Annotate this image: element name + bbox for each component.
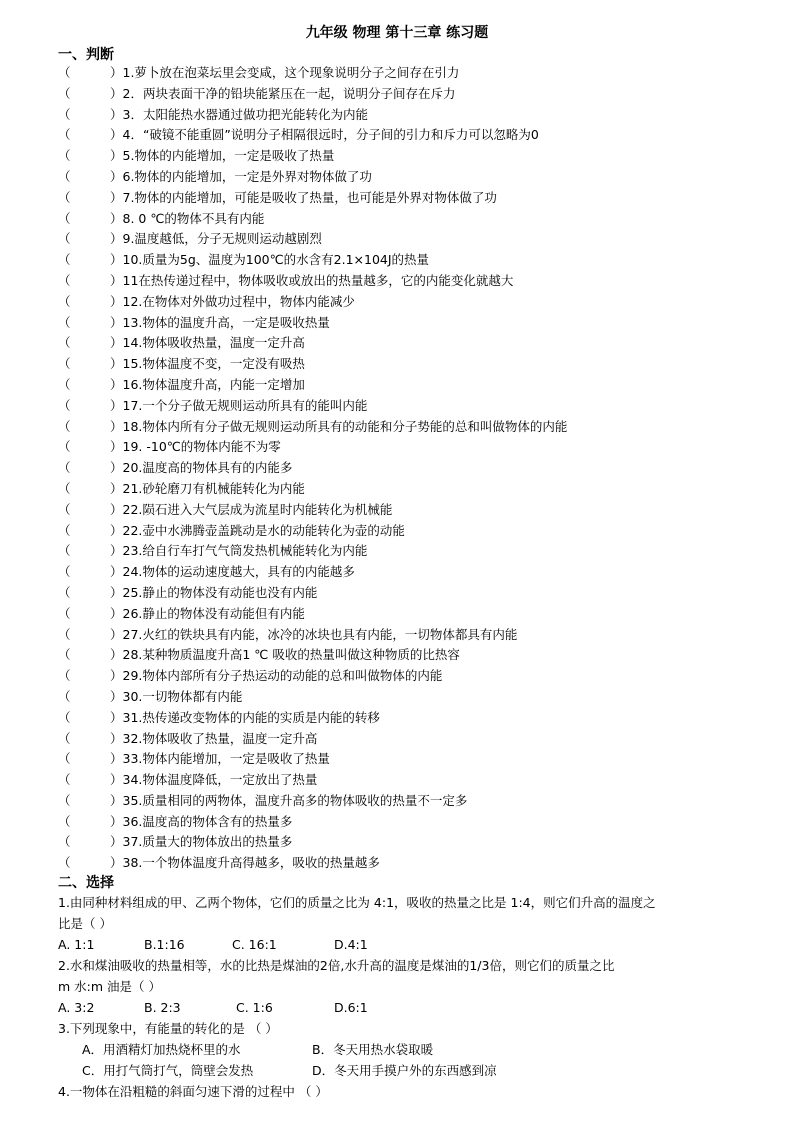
q2-option-a: A. 3:2: [58, 1000, 95, 1015]
judge-answer-blank: （: [58, 65, 87, 80]
judge-answer-blank: （: [58, 272, 87, 288]
judge-item: [58, 417, 778, 438]
judge-item-text: ）13.物体的温度升高，一定是吸收热量: [110, 314, 330, 330]
judge-item-text: ）19. -10℃的物体内能不为零: [110, 439, 281, 455]
judge-item: [58, 375, 778, 396]
judge-item: [58, 84, 778, 105]
judge-item-text: ）33.物体内能增加，一定是吸收了热量: [110, 751, 330, 767]
judge-answer-blank: （: [58, 792, 87, 808]
judge-item-text: ）10.质量为5g、温度为100℃的水含有2.1×104J的热量: [110, 252, 430, 268]
judge-item: [58, 271, 778, 292]
judge-item-text: ）34.物体温度降低，一定放出了热量: [110, 772, 318, 788]
judge-item: [58, 479, 778, 500]
judge-answer-blank: （: [58, 439, 87, 455]
judge-answer-blank: （: [58, 293, 87, 309]
judge-answer-blank: （: [58, 148, 87, 164]
judge-list: [58, 63, 778, 874]
q1-line2: 比是（ ）: [58, 916, 112, 931]
judge-item: [58, 229, 778, 250]
q1-line1: 1.由同种材料组成的甲、乙两个物体，它们的质量之比为 4:1，吸收的热量之比是 1:4，则它们升高的温度之: [58, 895, 656, 910]
judge-item-text: ）14.物体吸收热量，温度一定升高: [110, 335, 305, 351]
judge-item: [58, 791, 778, 812]
q2-option-b: B. 2:3: [144, 1000, 181, 1015]
judge-answer-blank: （: [58, 584, 87, 600]
q1-option-b: B.1:16: [144, 937, 185, 952]
page-title: 九年级 物理 第十三章 练习题: [305, 25, 489, 41]
judge-answer-blank: （: [58, 730, 87, 746]
judge-item-text: ）36.温度高的物体含有的热量多: [110, 813, 293, 829]
judge-item: [58, 666, 778, 687]
judge-item-text: ）25.静止的物体没有动能也没有内能: [110, 584, 318, 600]
judge-item: [58, 105, 778, 126]
judge-answer-blank: （: [58, 397, 87, 413]
judge-item: [58, 604, 778, 625]
judge-answer-blank: （: [58, 668, 87, 684]
judge-item-text: ）2．两块表面干净的铅块能紧压在一起，说明分子间存在斥力: [110, 85, 456, 101]
judge-item: [58, 687, 778, 708]
judge-answer-blank: （: [58, 335, 87, 351]
judge-item-text: ）22.陨石进入大气层成为流星时内能转化为机械能: [110, 501, 393, 517]
judge-item: [58, 437, 778, 458]
judge-item: [58, 749, 778, 770]
judge-item: [58, 562, 778, 583]
judge-answer-blank: （: [58, 480, 87, 496]
judge-item-text: ）12.在物体对外做功过程中，物体内能减少: [110, 293, 355, 309]
judge-answer-blank: （: [58, 772, 87, 788]
judge-answer-blank: （: [58, 647, 87, 663]
judge-item-text: ）3．太阳能热水器通过做功把光能转化为内能: [110, 106, 368, 122]
judge-item: [58, 396, 778, 417]
judge-item: [58, 500, 778, 521]
judge-answer-blank: （: [58, 688, 87, 704]
judge-answer-blank: （: [58, 314, 87, 330]
judge-item: [58, 458, 778, 479]
judge-item-text: ）31.热传递改变物体的内能的实质是内能的转移: [110, 709, 380, 725]
judge-item: [58, 583, 778, 604]
judge-answer-blank: （: [58, 252, 87, 268]
judge-item-text: ）28.某种物质温度升高1 ℃ 吸收的热量叫做这种物质的比热容: [110, 647, 460, 663]
judge-item: [58, 125, 778, 146]
judge-item: [58, 729, 778, 750]
section-heading-judge: 一、判断: [58, 47, 114, 63]
judge-item: [58, 167, 778, 188]
judge-item-text: ）15.物体温度不变，一定没有吸热: [110, 356, 305, 372]
q3-option-b: B．冬天用热水袋取暖: [312, 1042, 434, 1057]
judge-answer-blank: （: [58, 855, 87, 871]
q2-options: [58, 997, 768, 1018]
judge-item: [58, 625, 778, 646]
q4-line1: 4.一物体在沿粗糙的斜面匀速下滑的过程中 （ ）: [58, 1084, 328, 1099]
judge-item-text: ）8. 0 ℃的物体不具有内能: [110, 210, 265, 226]
judge-item-text: ）22.壶中水沸腾壶盖跳动是水的动能转化为壶的动能: [110, 522, 405, 538]
judge-item: [58, 521, 778, 542]
judge-item-text: ）37.质量大的物体放出的热量多: [110, 834, 293, 850]
judge-answer-blank: （: [58, 522, 87, 538]
judge-item-text: ）30.一切物体都有内能: [110, 688, 243, 704]
judge-item-text: ）16.物体温度升高，内能一定增加: [110, 376, 305, 392]
judge-item-text: ）35.质量相同的两物体，温度升高多的物体吸收的热量不一定多: [110, 792, 468, 808]
judge-answer-blank: （: [58, 605, 87, 621]
judge-item: [58, 853, 778, 874]
q3-option-c: C．用打气筒打气，筒壁会发热: [82, 1063, 254, 1078]
judge-answer-blank: （: [58, 626, 87, 642]
judge-answer-blank: （: [58, 168, 87, 184]
judge-answer-blank: （: [58, 751, 87, 767]
judge-answer-blank: （: [58, 376, 87, 392]
q1-option-a: A. 1:1: [58, 937, 95, 952]
judge-item-text: ）32.物体吸收了热量，温度一定升高: [110, 730, 318, 746]
judge-answer-blank: （: [58, 543, 87, 559]
judge-item-text: ）26.静止的物体没有动能但有内能: [110, 605, 305, 621]
judge-item-text: ）23.给自行车打气气筒发热机械能转化为内能: [110, 543, 368, 559]
judge-answer-blank: （: [58, 834, 87, 850]
judge-answer-blank: （: [58, 127, 87, 143]
judge-item: [58, 812, 778, 833]
judge-answer-blank: （: [58, 709, 87, 725]
q3-line1: 3.下列现象中，有能量的转化的是 （ ）: [58, 1021, 278, 1036]
q2-option-c: C. 1:6: [236, 1000, 273, 1015]
judge-item: [58, 708, 778, 729]
judge-item: [58, 146, 778, 167]
q3-option-a: A．用酒精灯加热烧杯里的水: [82, 1042, 241, 1057]
section-heading-choice: 二、选择: [58, 875, 114, 891]
q3-option-d: D．冬天用手摸户外的东西感到凉: [312, 1063, 497, 1078]
judge-item-text: ）4．“破镜不能重圆”说明分子相隔很远时，分子间的引力和斥力可以忽略为0: [110, 127, 539, 143]
judge-answer-blank: （: [58, 356, 87, 372]
judge-item: [58, 770, 778, 791]
judge-item-text: ）7.物体的内能增加，可能是吸收了热量，也可能是外界对物体做了功: [110, 189, 497, 205]
judge-answer-blank: （: [58, 501, 87, 517]
judge-answer-blank: （: [58, 418, 87, 434]
judge-item-text: ）21.砂轮磨刀有机械能转化为内能: [110, 480, 305, 496]
q2-option-d: D.6:1: [334, 1000, 368, 1015]
judge-item-text: ）11在热传递过程中，物体吸收或放出的热量越多，它的内能变化就越大: [110, 272, 514, 288]
judge-item-text: ）18.物体内所有分子做无规则运动所具有的动能和分子势能的总和叫做物体的内能: [110, 418, 568, 434]
judge-item: [58, 250, 778, 271]
judge-item-text: ）17.一个分子做无规则运动所具有的能叫内能: [110, 397, 368, 413]
judge-item-text: ）38.一个物体温度升高得越多，吸收的热量越多: [110, 855, 380, 871]
q1-options: [58, 934, 768, 955]
judge-item: [58, 313, 778, 334]
judge-item-text: ）24.物体的运动速度越大，具有的内能越多: [110, 564, 355, 580]
judge-item-text: ）29.物体内部所有分子热运动的动能的总和叫做物体的内能: [110, 668, 443, 684]
judge-item-text: ）6.物体的内能增加，一定是外界对物体做了功: [110, 168, 372, 184]
judge-item: [58, 63, 778, 84]
judge-answer-blank: （: [58, 813, 87, 829]
choice-questions: [58, 892, 768, 1102]
q2-line1: 2.水和煤油吸收的热量相等，水的比热是煤油的2倍,水升高的温度是煤油的1/3倍，则它们的质量之比: [58, 958, 615, 973]
judge-item-text: ）1.萝卜放在泡菜坛里会变咸，这个现象说明分子之间存在引力: [110, 65, 460, 80]
judge-answer-blank: （: [58, 189, 87, 205]
judge-item: [58, 292, 778, 313]
judge-item: [58, 188, 778, 209]
judge-item-text: ）5.物体的内能增加，一定是吸收了热量: [110, 148, 335, 164]
judge-item-text: ）20.温度高的物体具有的内能多: [110, 460, 293, 476]
judge-item: [58, 541, 778, 562]
q3-options-row1: [58, 1039, 768, 1060]
judge-answer-blank: （: [58, 231, 87, 247]
judge-answer-blank: （: [58, 564, 87, 580]
q3-options-row2: [58, 1060, 768, 1081]
judge-item-text: ）9.温度越低，分子无规则运动越剧烈: [110, 231, 322, 247]
judge-item: [58, 209, 778, 230]
q1-option-d: D.4:1: [334, 937, 368, 952]
judge-answer-blank: （: [58, 85, 87, 101]
q1-option-c: C. 16:1: [232, 937, 277, 952]
q2-line2: m 水:m 油是（ ）: [58, 979, 161, 994]
judge-item: [58, 354, 778, 375]
judge-answer-blank: （: [58, 210, 87, 226]
judge-answer-blank: （: [58, 106, 87, 122]
judge-item-text: ）27.火红的铁块具有内能，冰冷的冰块也具有内能，一切物体都具有内能: [110, 626, 518, 642]
judge-item: [58, 645, 778, 666]
judge-answer-blank: （: [58, 460, 87, 476]
judge-item: [58, 832, 778, 853]
judge-item: [58, 333, 778, 354]
